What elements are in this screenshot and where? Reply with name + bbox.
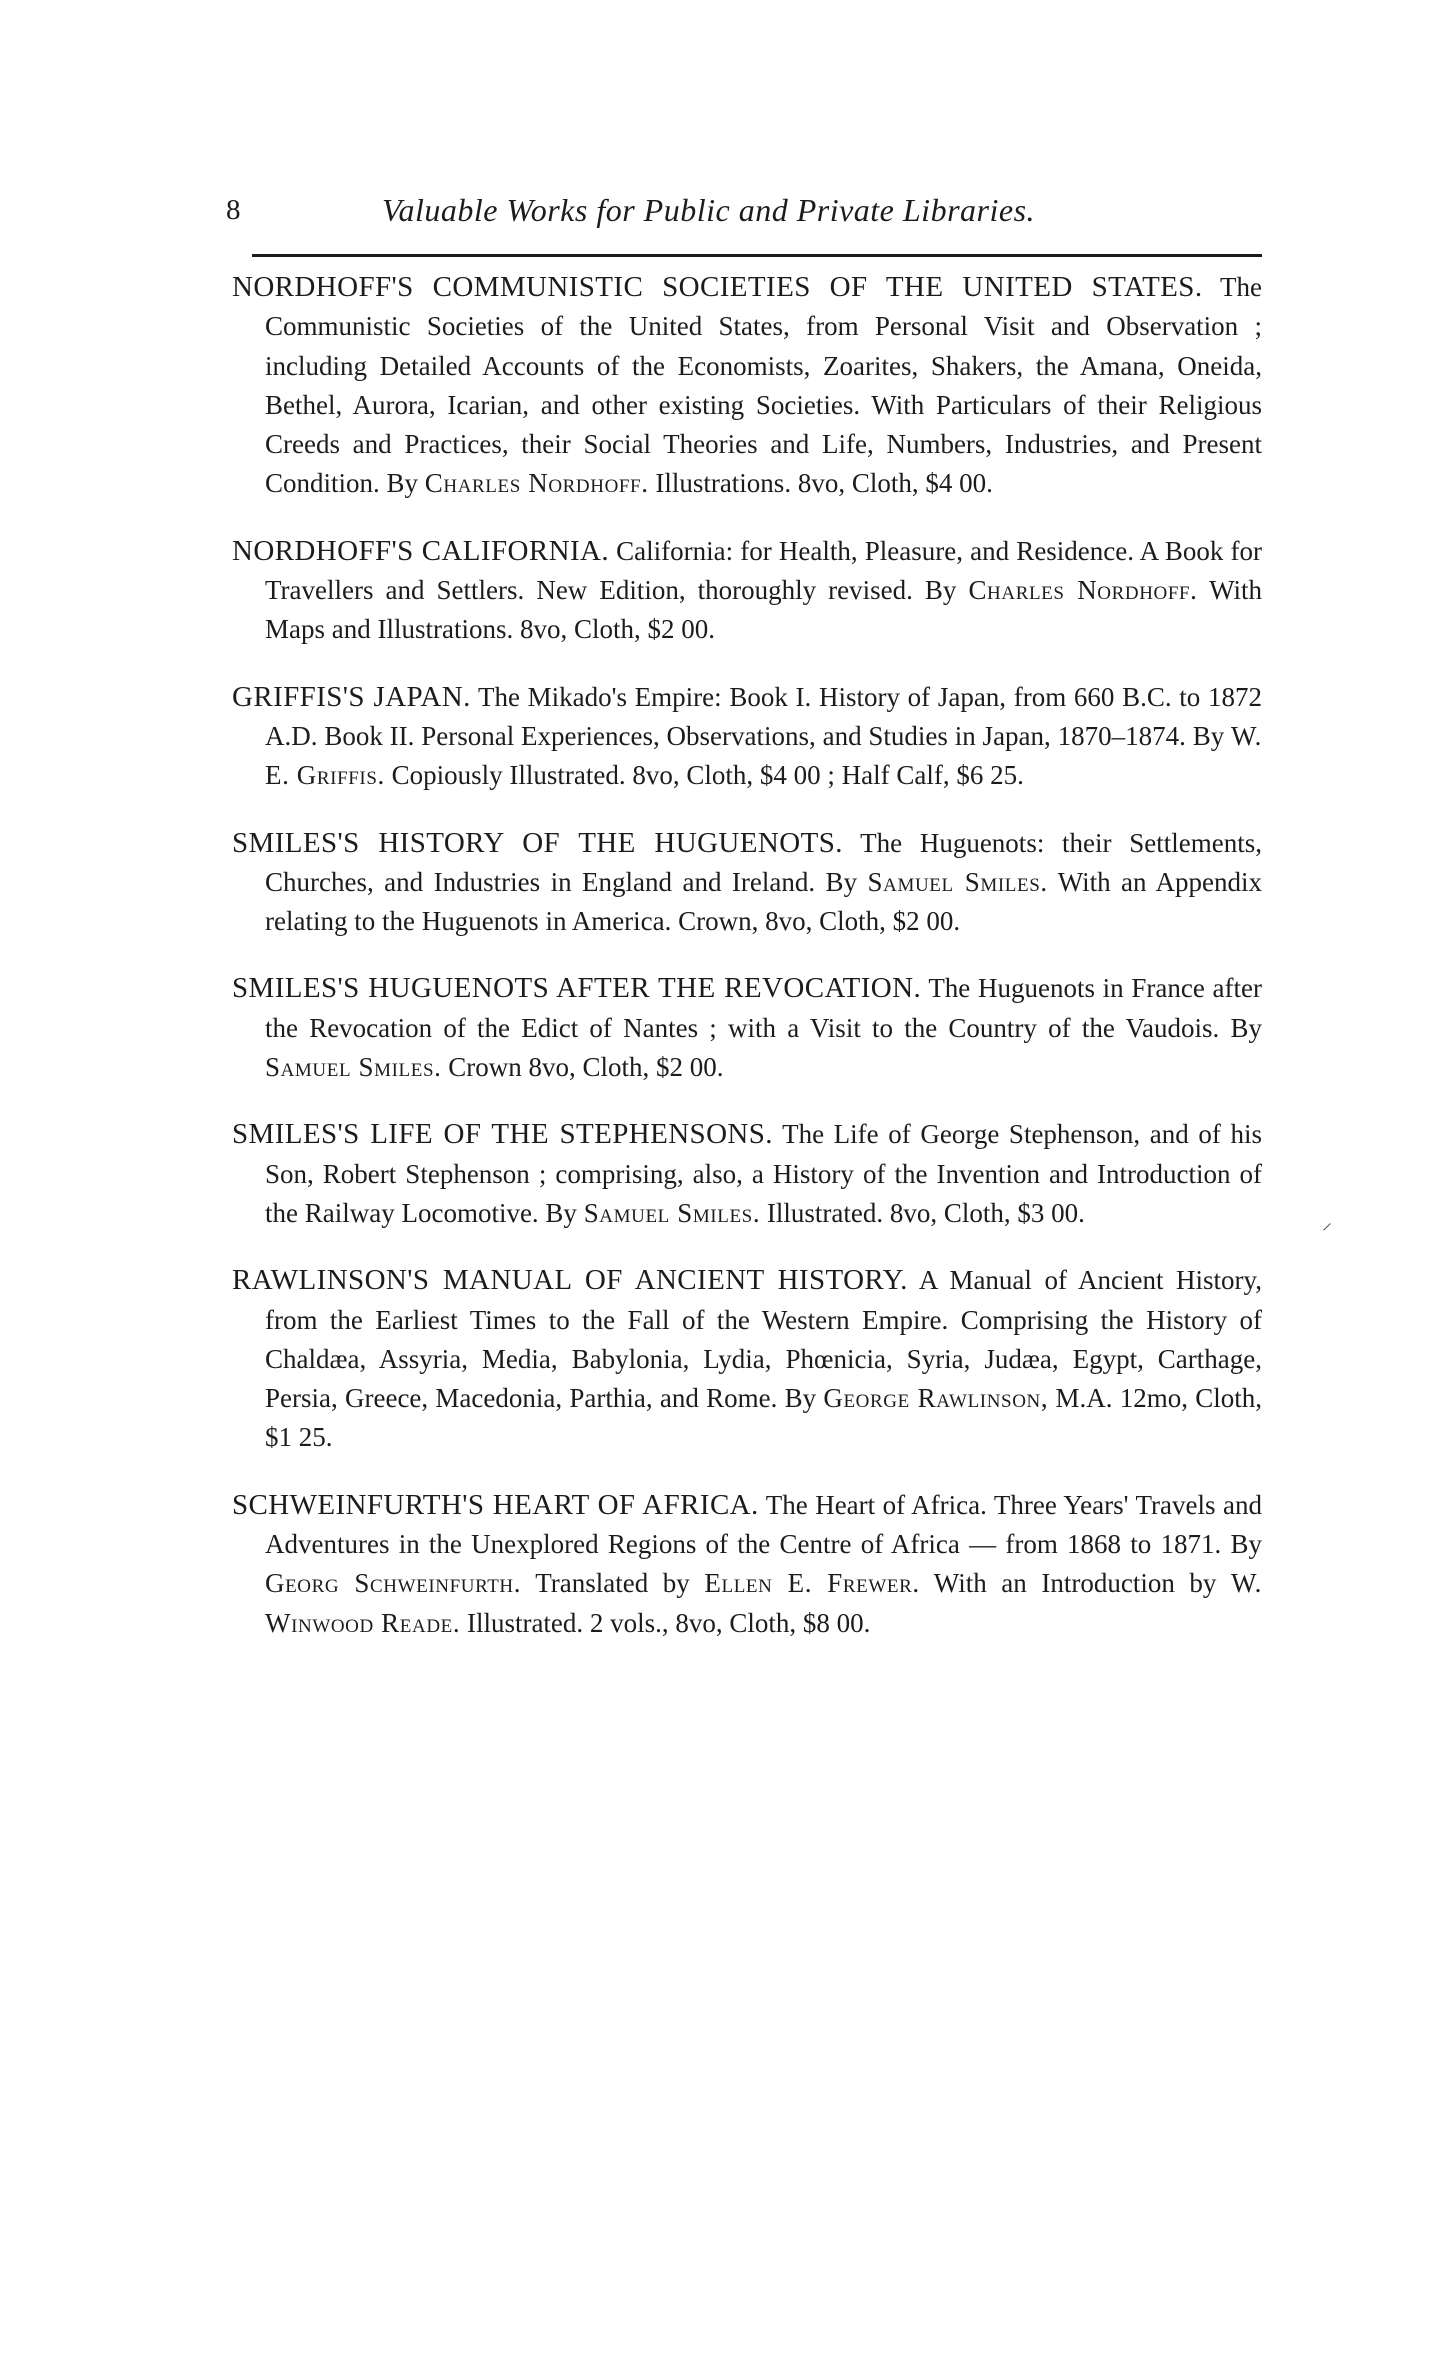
catalogue-entries	[232, 268, 1262, 1671]
margin-mark: ⸝	[1322, 1212, 1332, 1234]
entry-author: Samuel Smiles.	[265, 1052, 442, 1083]
entry-author: Charles Nordhoff.	[424, 468, 649, 499]
entry-description: The Mikado's Empire: Book I. History of Japan, from 660 B.C. to 1872 A.D. Book II. Personal Experiences, Observations, and Studies in Japan, 1870–1874. By	[265, 681, 1262, 751]
entry-details: M.A. 12mo, Cloth, $1 25.	[265, 1383, 1262, 1453]
catalogue-entry	[232, 678, 1262, 796]
entry-author: W. E. Griffis.	[265, 720, 1262, 791]
entry-description: California: for Health, Pleasure, and Residence. A Book for Travellers and Settlers. New Edition, thoroughly revised. By	[265, 535, 1262, 606]
entry-title: GRIFFIS'S JAPAN.	[232, 680, 471, 713]
running-title: Valuable Works for Public and Private Libraries.	[382, 192, 1036, 228]
catalogue-entry	[232, 969, 1262, 1087]
entry-introducer: W. Winwood Reade.	[265, 1568, 1262, 1638]
entry-author: Samuel Smiles.	[583, 1197, 761, 1228]
entry-details: Illustrated. 2 vols., 8vo, Cloth, $8 00.	[460, 1607, 871, 1638]
entry-introduction-label: With an Introduction by	[919, 1568, 1232, 1599]
entry-details: Illustrations. 8vo, Cloth, $4 00.	[648, 468, 993, 499]
entry-title: SMILES'S HISTORY OF THE HUGUENOTS.	[232, 826, 843, 859]
catalogue-entry	[232, 1115, 1262, 1233]
catalogue-entry	[232, 532, 1262, 650]
catalogue-entry	[232, 268, 1262, 504]
entry-author: George Rawlinson,	[823, 1383, 1049, 1414]
entry-author: Samuel Smiles.	[867, 866, 1048, 897]
entry-description: A Manual of Ancient History, from the Earliest Times to the Fall of the Western Empire. Comprising the History of Chaldæa, Assyria, Media, Babylonia, Lydia, Phœnicia, Syria, Judæa, Egypt, Carthage, Persia, Greece, Macedonia, Parthia, and Rome. By	[265, 1265, 1262, 1414]
entry-description: The Huguenots in France after the Revocation of the Edict of Nantes ; with a Visit to the Country of the Vaudois. By	[265, 973, 1262, 1043]
entry-details: Illustrated. 8vo, Cloth, $3 00.	[760, 1197, 1085, 1228]
page-number: 8	[226, 194, 241, 226]
entry-translator: Ellen E. Frewer.	[704, 1568, 920, 1599]
entry-title: NORDHOFF'S CALIFORNIA.	[232, 534, 609, 567]
entry-author: Charles Nordhoff.	[968, 575, 1198, 606]
catalogue-entry	[232, 1486, 1262, 1643]
entry-title: SCHWEINFURTH'S HEART OF AFRICA.	[232, 1488, 759, 1521]
entry-description: The Communistic Societies of the United States, from Personal Visit and Observation ; including Detailed Accounts of the Economists, Zoarites, Shakers, the Amana, Oneida, Bethel, Aurora, Icarian, and other existing Societies. With Particulars of their Religious Creeds and Practices, their Social Theories and Life, Numbers, Industries, and Present Condition. By	[265, 272, 1262, 499]
entry-description: The Life of George Stephenson, and of his Son, Robert Stephenson ; comprising, also, a History of the Invention and Introduction of the Railway Locomotive. By	[265, 1119, 1262, 1228]
entry-description: The Huguenots: their Settlements, Churches, and Industries in England and Ireland. By	[265, 827, 1262, 897]
entry-author: Georg Schweinfurth.	[265, 1568, 522, 1599]
page-header	[222, 192, 1277, 242]
catalogue-entry	[232, 824, 1262, 942]
entry-title: SMILES'S HUGUENOTS AFTER THE REVOCATION.	[232, 972, 922, 1005]
entry-title: RAWLINSON'S MANUAL OF ANCIENT HISTORY.	[232, 1264, 908, 1297]
entry-details: Crown 8vo, Cloth, $2 00.	[441, 1052, 724, 1083]
entry-translator-label: Translated by	[521, 1568, 705, 1599]
entry-title: SMILES'S LIFE OF THE STEPHENSONS.	[232, 1118, 773, 1151]
entry-description: The Heart of Africa. Three Years' Travels and Adventures in the Unexplored Regions of the Centre of Africa — from 1868 to 1871. By	[265, 1489, 1263, 1560]
entry-details: With an Appendix relating to the Huguenots in America. Crown, 8vo, Cloth, $2 00.	[265, 866, 1262, 937]
entry-details: With Maps and Illustrations. 8vo, Cloth, $2 00.	[265, 575, 1263, 645]
catalogue-entry	[232, 1261, 1262, 1457]
entry-details: Copiously Illustrated. 8vo, Cloth, $4 00 ; Half Calf, $6 25.	[384, 760, 1024, 791]
entry-title: NORDHOFF'S COMMUNISTIC SOCIETIES OF THE UNITED STATES.	[232, 271, 1203, 303]
header-rule	[252, 254, 1262, 257]
